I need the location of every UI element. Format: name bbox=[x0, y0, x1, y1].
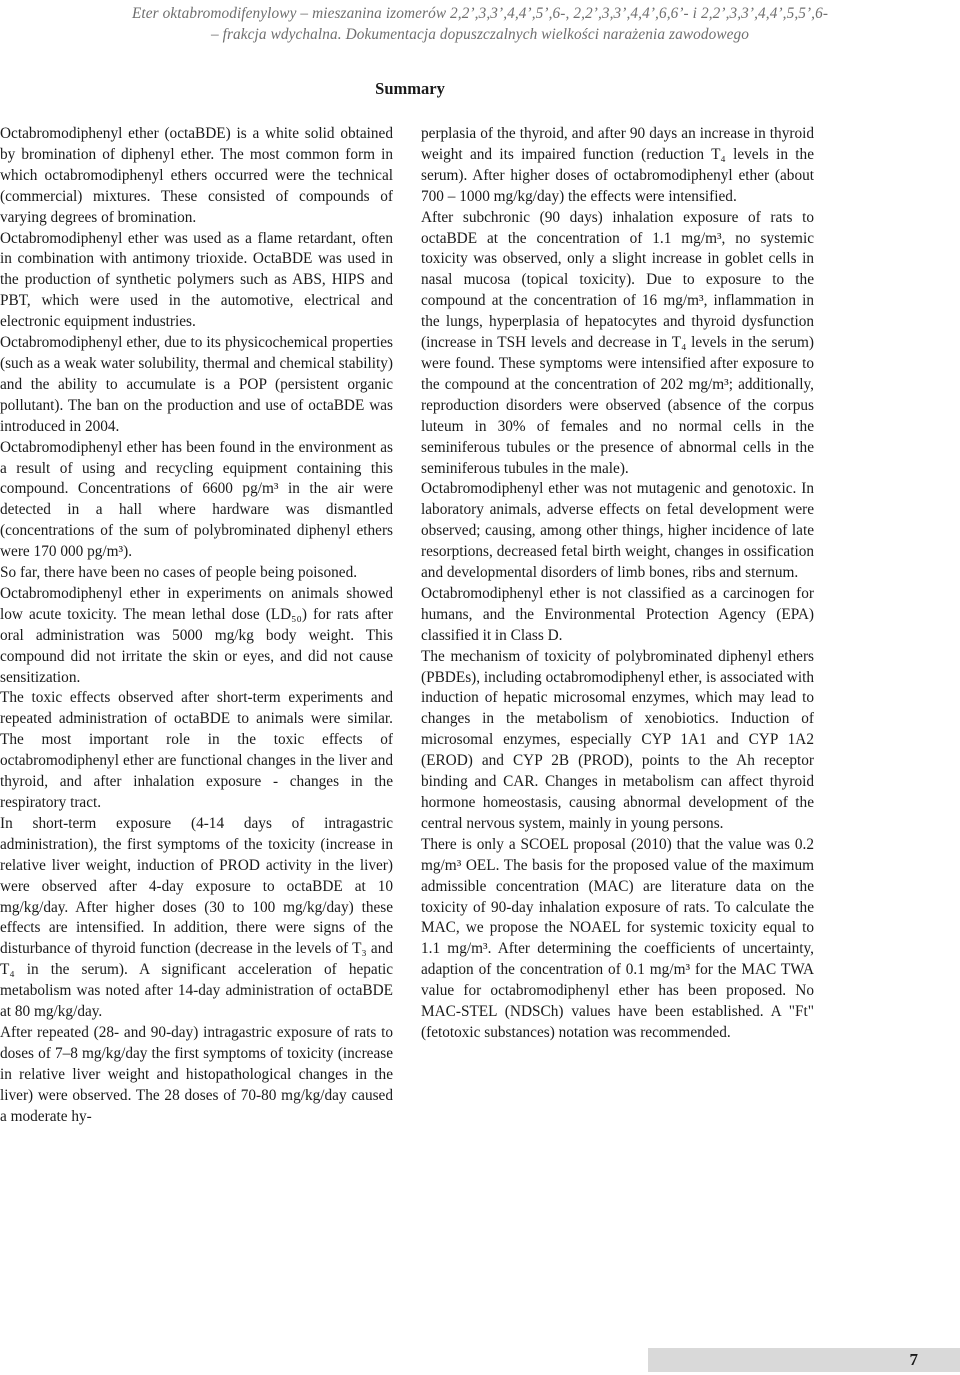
paragraph: The toxic effects observed after short-term experiments and repeated administration of octaBDE to animals were similar. The most important role in the toxic effects of octabromodiphenyl ether are functional changes in the liver and thyroid, and after inhalation exposure - changes in the respiratory tract. bbox=[0, 689, 393, 811]
paragraph: The mechanism of toxicity of polybrominated diphenyl ethers (PBDEs), including octabromodiphenyl ether, is associated with induction of hepatic microsomal enzymes, which may lead to changes in the metabolism of xenobiotics. Induction of microsomal enzymes, especially CYP 1A1 and CYP 1A2 (EROD) and CYP 2B (PROD), points to the Ah receptor binding and CAR. Changes in metabolism can affect thyroid hormone homeostasis, causing abnormal development of the central nervous system, mainly in young persons. bbox=[421, 647, 814, 832]
paragraph: After repeated (28- and 90-day) intragastric exposure of rats to doses of 7–8 mg/kg/day the first symptoms of toxicity (increase in relative liver weight and histopathological changes in the liver) were observed. The 28 doses of 70-80 mg/kg/day caused a moderate hy- bbox=[0, 1023, 393, 1125]
paragraph: Octabromodiphenyl ether in experiments on animals showed low acute toxicity. The mean lethal dose (LD₅₀) for rats after oral administration was 5000 mg/kg body weight. This compound did not irritate the skin or eyes, and did not cause sensitization. bbox=[0, 584, 393, 686]
running-header bbox=[70, 3, 890, 45]
paragraph: Octabromodiphenyl ether (octaBDE) is a white solid obtained by bromination of diphenyl ether. The most common form in which octabromodiphenyl ethers occurred were the technical (commercial) mixtures. These consisted of compounds of varying degrees of bromination. bbox=[0, 125, 393, 226]
paragraph: perplasia of the thyroid, and after 90 days an increase in thyroid weight and its impaired function (reduction T₄ levels in the serum). After higher doses of octabromodiphenyl ether (about 700 – 1000 mg/kg/day) the effects were intensified. bbox=[421, 125, 814, 205]
right-column bbox=[421, 124, 814, 1044]
paragraph: So far, there have been no cases of people being poisoned. bbox=[0, 564, 358, 582]
section-title: Summary bbox=[375, 79, 445, 98]
running-header-line-2: – frakcja wdychalna. Dokumentacja dopuszczalnych wielkości narażenia zawodowego bbox=[210, 26, 750, 43]
paragraph: Octabromodiphenyl ether was used as a flame retardant, often in combination with antimony trioxide. OctaBDE was used in the production of synthetic polymers such as ABS, HIPS and PBT, which were used in the automotive, electrical and electronic equipment industries. bbox=[0, 229, 393, 331]
paragraph: After subchronic (90 days) inhalation exposure of rats to octaBDE at the concentration of 1.1 mg/m³, no systemic toxicity was observed, only a slight increase in goblet cells in nasal mucosa (topical toxicity). Due to exposure to the compound at the concentration of 16 mg/m³, inflammation in the lungs, hyperplasia of hepatocytes and thyroid dysfunction (increase in TSH levels and decrease in T₄ levels in the serum) were found. These symptoms were intensified after exposure to the compound at the concentration of 202 mg/m³; additionally, reproduction disorders were observed (absence of the corpus luteum in 30% of females and no normal cells in the seminiferous tubules or the presence of abnormal cells in the seminiferous tubules in the male). bbox=[421, 208, 814, 477]
paragraph: Octabromodiphenyl ether has been found in the environment as a result of using and recycling equipment containing this compound. Concentrations of 6600 pg/m³ in the air were detected in a hall where hardware was dismantled (concentrations of the sum of polybrominated diphenyl ethers were 170 000 pg/m³). bbox=[0, 438, 393, 561]
paragraph: Octabromodiphenyl ether was not mutagenic and genotoxic. In laboratory animals, adverse effects on fetal development were observed; causing, among other things, higher incidence of late resorptions, decreased fetal birth weight, changes in ossification and developmental disorders of limb bones, ribs and sternum. bbox=[421, 480, 814, 582]
paragraph: Octabromodiphenyl ether is not classified as a carcinogen for humans, and the Environmental Protection Agency (EPA) classified it in Class D. bbox=[421, 584, 814, 644]
paragraph: Octabromodiphenyl ether, due to its physicochemical properties (such as a weak water solubility, thermal and chemical stability) and the ability to accumulate is a POP (persistent organic pollutant). The ban on the production and use of octaBDE was introduced in 2004. bbox=[0, 334, 393, 435]
left-column bbox=[0, 124, 393, 1128]
paragraph: There is only a SCOEL proposal (2010) that the value was 0.2 mg/m³ OEL. The basis for the proposed value of the maximum admissible concentration (MAC) are literature data on the toxicity of 90-day inhalation exposure of rats. To calculate the MAC, we propose the NOAEL for systemic toxicity equal to 1.1 mg/m³. After determining the coefficients of uncertainty, adaption of the concentration of 0.1 mg/m³ for the MAC TWA value for octabromodiphenyl ether has been proposed. No MAC-STEL (NDSCh) values have been established. A "Ft" (fetotoxic substances) notation was recommended. bbox=[421, 835, 814, 1041]
page-number: 7 bbox=[909, 1350, 918, 1369]
paragraph: In short-term exposure (4-14 days of intragastric administration), the first symptoms of the toxicity (increase in relative liver weight, induction of PROD activity in the liver) were observed after 4-day exposure to octaBDE at 10 mg/kg/day. After higher doses (30 to 100 mg/kg/day) these effects are intensified. In addition, there were signs of the disturbance of thyroid function (decrease in the levels of T₃ and T₄ in the serum). A significant acceleration of hepatic metabolism was noted after 14-day administration of octaBDE at 80 mg/kg/day. bbox=[0, 814, 393, 1021]
running-header-line-1: Eter oktabromodifenylowy – mieszanina izomerów 2,2’,3,3’,4,4’,5’,6-, 2,2’,3,3’,4,4’,6,6’- i 2,2’,3,3’,4,4’,5,5’,6- bbox=[131, 5, 829, 22]
